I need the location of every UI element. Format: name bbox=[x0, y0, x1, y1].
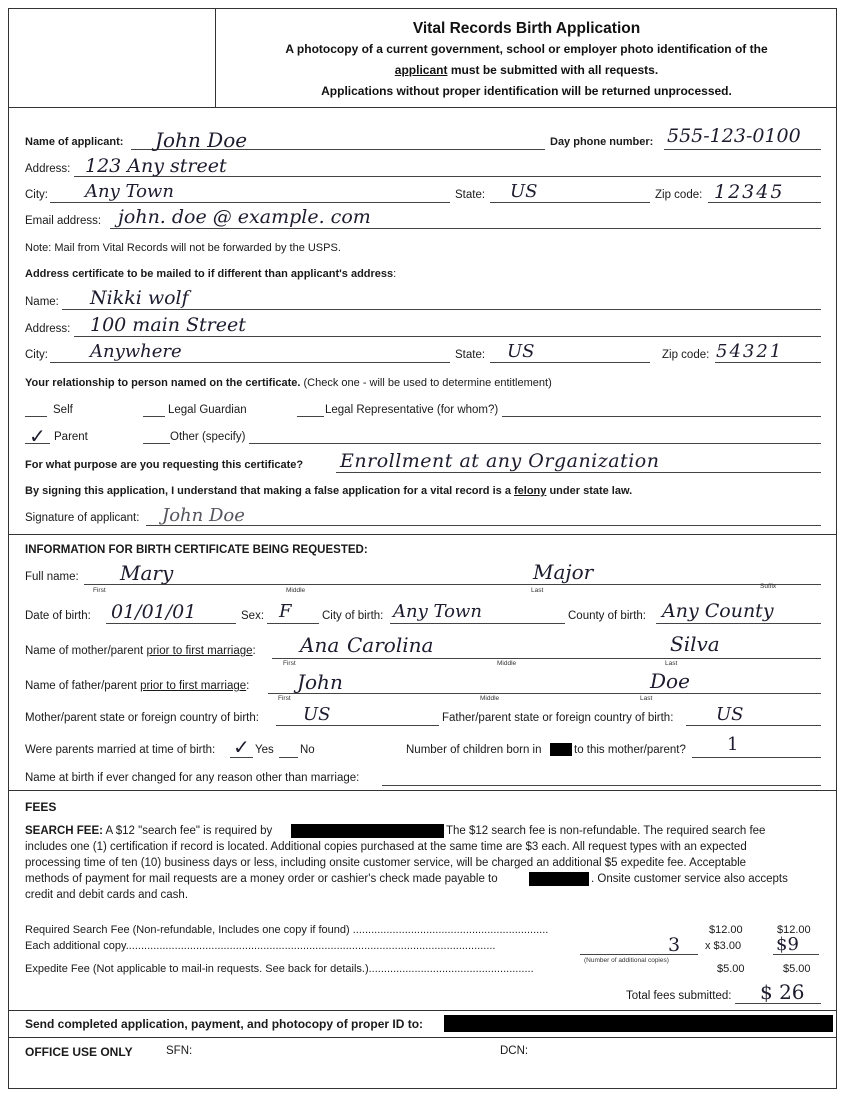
mailing-address-value[interactable]: 100 main Street bbox=[90, 314, 246, 336]
felony-text: felony bbox=[514, 485, 547, 497]
married-label: Were parents married at time of birth: bbox=[25, 744, 216, 756]
child-first-name[interactable]: Mary bbox=[120, 561, 174, 585]
declaration-text-2: under state law. bbox=[546, 485, 633, 497]
mailing-name-value[interactable]: Nikki wolf bbox=[90, 287, 189, 309]
mother-caption-first: First bbox=[283, 660, 296, 667]
mailing-name-label: Name: bbox=[25, 296, 59, 308]
redacted-payee bbox=[529, 872, 589, 886]
children-value[interactable]: 1 bbox=[727, 734, 739, 755]
applicant-name-value[interactable]: John Doe bbox=[155, 128, 248, 152]
representative-line bbox=[502, 416, 821, 417]
city-of-birth-label: City of birth: bbox=[322, 610, 384, 622]
child-last-name[interactable]: Major bbox=[533, 560, 594, 584]
search-fee-text-4b: . Onsite customer service also accepts bbox=[591, 873, 788, 885]
other-checkbox[interactable] bbox=[143, 443, 170, 444]
copies-line bbox=[580, 954, 698, 955]
mother-last-name[interactable]: Silva bbox=[670, 632, 720, 656]
mailing-heading-colon: : bbox=[393, 268, 397, 280]
mother-state-line bbox=[276, 725, 439, 726]
fee-row-2-label: Each additional copy......................................................................................................................... bbox=[25, 940, 496, 952]
fee-row-1-total: $12.00 bbox=[777, 924, 811, 936]
no-checkbox[interactable] bbox=[279, 757, 298, 758]
father-caption-first: First bbox=[278, 695, 291, 702]
mother-line bbox=[272, 658, 821, 659]
certificate-heading: INFORMATION FOR BIRTH CERTIFICATE BEING REQUESTED: bbox=[25, 544, 368, 556]
header-logo-box bbox=[8, 8, 216, 108]
mailing-address-line bbox=[74, 336, 821, 337]
purpose-line bbox=[336, 472, 821, 473]
search-fee-text-3: processing time of ten (10) business days or less, including onsite customer service, will be charged an additional $5 expedite fee. Acceptable bbox=[25, 857, 747, 869]
search-fee-text-2: includes one (1) certification if record is located. Additional copies purchased at the same time are $3 each. All request types with an expected bbox=[25, 841, 747, 853]
signature-line bbox=[146, 525, 821, 526]
search-fee-text-5: credit and debit cards and cash. bbox=[25, 889, 189, 901]
father-state-value[interactable]: US bbox=[716, 704, 744, 725]
search-fee-label: SEARCH FEE: bbox=[25, 825, 103, 837]
father-last-name[interactable]: Doe bbox=[650, 669, 690, 693]
mailing-heading bbox=[25, 268, 396, 280]
applicant-emphasis: applicant bbox=[394, 63, 448, 77]
city-of-birth-value[interactable]: Any Town bbox=[393, 601, 482, 622]
caption-first: First bbox=[93, 587, 106, 594]
children-line bbox=[692, 757, 821, 758]
mailing-state-label: State: bbox=[455, 349, 486, 361]
relationship-heading-text: Your relationship to person named on the certificate. bbox=[25, 377, 301, 389]
other-label: Other (specify) bbox=[170, 431, 246, 443]
search-fee-line-1 bbox=[25, 825, 272, 837]
zip-value[interactable]: 12345 bbox=[714, 181, 785, 203]
total-fees-value[interactable]: $ 26 bbox=[760, 980, 805, 1004]
mailing-heading-text: Address certificate to be mailed to if different than applicant's address bbox=[25, 268, 394, 280]
search-fee-text-1b: The $12 search fee is non-refundable. The required search fee bbox=[446, 825, 766, 837]
father-caption-last: Last bbox=[640, 695, 653, 702]
email-line bbox=[110, 228, 821, 229]
father-state-line bbox=[686, 725, 821, 726]
section-divider-4 bbox=[8, 1037, 837, 1038]
header-line-3: Applications without proper identification will be returned unprocessed. bbox=[321, 84, 732, 98]
phone-label: Day phone number: bbox=[550, 136, 654, 148]
address-label: Address: bbox=[25, 163, 71, 175]
fee-row-1-label: Required Search Fee (Non-refundable, Includes one copy if found) ................................................................ bbox=[25, 924, 549, 936]
children-label-1: Number of children born in bbox=[406, 744, 542, 756]
caption-middle: Middle bbox=[286, 587, 306, 594]
father-state-label: Father/parent state or foreign country of birth: bbox=[442, 712, 674, 724]
mailing-state-line bbox=[490, 362, 650, 363]
mailing-state-value[interactable]: US bbox=[507, 341, 535, 362]
city-label: City: bbox=[25, 189, 48, 201]
caption-suffix: Suffix bbox=[760, 583, 777, 590]
mailing-city-label: City: bbox=[25, 349, 48, 361]
sfn-label: SFN: bbox=[166, 1045, 193, 1057]
header-line-2 bbox=[216, 63, 837, 77]
state-label: State: bbox=[455, 189, 486, 201]
mailing-city-line bbox=[50, 362, 450, 363]
self-label: Self bbox=[53, 404, 73, 416]
no-label: No bbox=[300, 744, 315, 756]
yes-label: Yes bbox=[255, 744, 274, 756]
fullname-line bbox=[84, 584, 821, 585]
copies-count[interactable]: 3 bbox=[668, 934, 681, 956]
redacted-state-1 bbox=[550, 743, 572, 756]
purpose-value[interactable]: Enrollment at any Organization bbox=[340, 450, 660, 472]
self-checkbox[interactable] bbox=[25, 416, 47, 417]
redacted-agency-1 bbox=[291, 824, 444, 838]
sex-line bbox=[267, 623, 319, 624]
email-label: Email address: bbox=[25, 215, 102, 227]
usps-note: Note: Mail from Vital Records will not be forwarded by the USPS. bbox=[25, 242, 341, 254]
children-label-2: to this mother/parent? bbox=[574, 744, 686, 756]
office-use-label: OFFICE USE ONLY bbox=[25, 1045, 133, 1059]
address-value[interactable]: 123 Any street bbox=[85, 155, 227, 177]
mother-state-value[interactable]: US bbox=[303, 704, 331, 725]
signature-label: Signature of applicant: bbox=[25, 512, 140, 524]
fee-row-3-price: $5.00 bbox=[717, 963, 745, 975]
send-to-label: Send completed application, payment, and photocopy of proper ID to: bbox=[25, 1017, 424, 1031]
fees-heading: FEES bbox=[25, 800, 57, 814]
guardian-checkbox[interactable] bbox=[143, 416, 165, 417]
father-caption-middle: Middle bbox=[480, 695, 500, 702]
father-label-text: Name of father/parent bbox=[25, 680, 141, 692]
sex-label: Sex: bbox=[241, 610, 265, 622]
mailing-zip-value[interactable]: 54321 bbox=[716, 341, 784, 362]
header-line-1: A photocopy of a current government, school or employer photo identification of the bbox=[285, 42, 768, 56]
representative-label: Legal Representative (for whom?) bbox=[325, 404, 499, 416]
mother-state-label: Mother/parent state or foreign country of birth: bbox=[25, 712, 259, 724]
mother-label-text: Name of mother/parent bbox=[25, 645, 147, 657]
mailing-city-value[interactable]: Anywhere bbox=[90, 341, 182, 362]
guardian-label: Legal Guardian bbox=[168, 404, 247, 416]
parent-check-mark: ✓ bbox=[29, 424, 46, 448]
mailing-zip-line bbox=[715, 362, 821, 363]
state-value[interactable]: US bbox=[510, 181, 538, 202]
mother-first-name[interactable]: Ana bbox=[300, 633, 340, 657]
fee-row-1-price: $12.00 bbox=[709, 924, 743, 936]
father-prior-marriage: prior to first marriage bbox=[140, 680, 247, 692]
relationship-heading bbox=[25, 377, 552, 389]
name-change-label: Name at birth if ever changed for any reason other than marriage: bbox=[25, 772, 360, 784]
name-change-line bbox=[382, 785, 821, 786]
city-line bbox=[50, 202, 450, 203]
county-of-birth-label: County of birth: bbox=[568, 610, 646, 622]
declaration-text bbox=[25, 485, 632, 497]
state-line bbox=[490, 202, 650, 203]
dob-line bbox=[106, 623, 236, 624]
signature-value[interactable]: John Doe bbox=[162, 505, 245, 526]
phone-value[interactable]: 555-123-0100 bbox=[667, 125, 801, 147]
phone-line bbox=[664, 149, 821, 150]
section-divider-3 bbox=[8, 1010, 837, 1011]
fullname-label: Full name: bbox=[25, 571, 79, 583]
mother-caption-middle: Middle bbox=[497, 660, 517, 667]
relationship-heading-note: (Check one - will be used to determine entitlement) bbox=[300, 377, 552, 389]
header-line-2-rest: must be submitted with all requests. bbox=[447, 63, 659, 77]
email-value[interactable]: john. doe @ example. com bbox=[118, 206, 371, 228]
header-divider bbox=[8, 107, 837, 108]
representative-checkbox[interactable] bbox=[297, 416, 324, 417]
form-title: Vital Records Birth Application bbox=[412, 20, 641, 37]
yes-check-mark: ✓ bbox=[233, 735, 250, 759]
declaration-text-1: By signing this application, I understand that making a false application for a vital record is a bbox=[25, 485, 514, 497]
fee-row-3-label: Expedite Fee (Not applicable to mail-in requests. See back for details.)...................................................... bbox=[25, 963, 534, 975]
county-of-birth-value[interactable]: Any County bbox=[662, 600, 774, 622]
city-value[interactable]: Any Town bbox=[85, 181, 174, 202]
mailing-address-label: Address: bbox=[25, 323, 71, 335]
county-of-birth-line bbox=[656, 623, 821, 624]
applicant-name-label: Name of applicant: bbox=[25, 136, 124, 148]
section-divider-2 bbox=[8, 790, 837, 791]
zip-label: Zip code: bbox=[655, 189, 703, 201]
copies-total[interactable]: $9 bbox=[776, 934, 799, 955]
search-fee-text-4a: methods of payment for mail requests are a money order or cashier's check made payable to bbox=[25, 873, 498, 885]
section-divider-1 bbox=[8, 534, 837, 535]
city-of-birth-line bbox=[390, 623, 565, 624]
redacted-mailing-address bbox=[444, 1015, 833, 1032]
mother-label: Name of mother/parent prior to first marriage: bbox=[25, 645, 256, 657]
fee-row-2-price: x $3.00 bbox=[705, 940, 742, 952]
other-line bbox=[249, 443, 821, 444]
mother-caption-last: Last bbox=[665, 660, 678, 667]
total-fees-label: Total fees submitted: bbox=[626, 990, 732, 1002]
dob-value[interactable]: 01/01/01 bbox=[111, 601, 197, 623]
mother-middle-name[interactable]: Carolina bbox=[347, 633, 434, 657]
father-label: Name of father/parent prior to first marriage: bbox=[25, 680, 250, 692]
fee-row-3-total: $5.00 bbox=[783, 963, 811, 975]
dob-label: Date of birth: bbox=[25, 610, 91, 622]
purpose-label: For what purpose are you requesting this certificate? bbox=[25, 459, 304, 471]
caption-last: Last bbox=[531, 587, 544, 594]
mailing-name-line bbox=[62, 309, 821, 310]
parent-label: Parent bbox=[54, 431, 88, 443]
mailing-zip-label: Zip code: bbox=[662, 349, 710, 361]
father-first-name[interactable]: John bbox=[297, 670, 343, 694]
copies-caption: (Number of additional copies) bbox=[584, 957, 669, 964]
dcn-label: DCN: bbox=[500, 1045, 529, 1057]
mother-prior-marriage: prior to first marriage bbox=[146, 645, 253, 657]
father-line bbox=[268, 693, 821, 694]
sex-value[interactable]: F bbox=[279, 601, 292, 622]
search-fee-text-1a: A $12 "search fee" is required by bbox=[102, 825, 273, 837]
